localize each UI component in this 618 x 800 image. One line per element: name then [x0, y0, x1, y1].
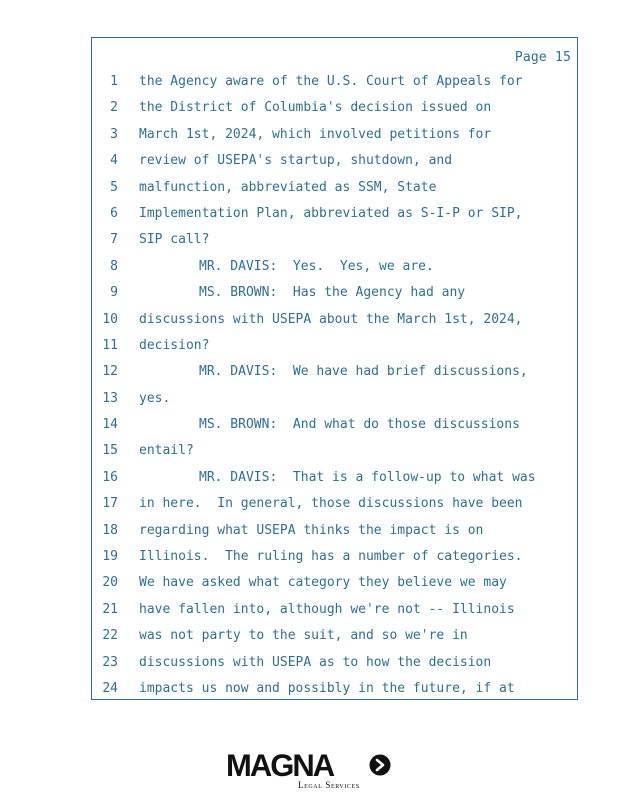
line-text: regarding what USEPA thinks the impact is on — [139, 522, 484, 538]
line-number: 2 — [110, 100, 118, 116]
line-text: the Agency aware of the U.S. Court of Appeals for — [139, 74, 523, 89]
line-text: MR. DAVIS: That is a follow-up to what was — [199, 469, 536, 485]
transcript-line — [92, 175, 577, 201]
line-text: malfunction, abbreviated as SSM, State — [139, 179, 437, 195]
line-text: review of USEPA's startup, shutdown, and — [139, 153, 453, 169]
transcript-line — [92, 69, 577, 95]
line-number: 1 — [110, 74, 118, 89]
transcript-line — [92, 333, 577, 359]
transcript-line — [92, 254, 577, 280]
line-number: 13 — [102, 390, 118, 406]
line-number: 21 — [102, 601, 118, 617]
line-number: 10 — [102, 311, 118, 327]
transcript-line — [92, 412, 577, 438]
transcript-line — [92, 650, 577, 676]
transcript-line — [92, 438, 577, 464]
line-number: 12 — [102, 364, 118, 380]
page-number: Page 15 — [514, 50, 571, 65]
line-number: 8 — [110, 258, 118, 274]
line-text: MR. DAVIS: We have had brief discussions, — [199, 364, 528, 380]
transcript-lines — [92, 69, 577, 702]
line-text: MR. DAVIS: Yes. Yes, we are. — [199, 258, 434, 274]
transcript-line — [92, 95, 577, 121]
line-text: Illinois. The ruling has a number of categories. — [139, 549, 523, 565]
transcript-page — [91, 37, 578, 700]
transcript-line — [92, 676, 577, 702]
line-text: SIP call? — [139, 232, 210, 248]
line-number: 17 — [102, 496, 118, 512]
transcript-line — [92, 597, 577, 623]
transcript-line — [92, 623, 577, 649]
line-number: 11 — [102, 337, 118, 353]
line-text: MS. BROWN: Has the Agency had any — [199, 285, 466, 301]
transcript-line — [92, 518, 577, 544]
line-number: 18 — [102, 522, 118, 538]
line-number: 9 — [110, 285, 118, 301]
transcript-line — [92, 491, 577, 517]
line-number: 4 — [110, 153, 118, 169]
line-text: March 1st, 2024, which involved petitions for — [139, 126, 492, 142]
transcript-line — [92, 201, 577, 227]
line-text: impacts us now and possibly in the future, if at — [139, 680, 515, 696]
transcript-line — [92, 359, 577, 385]
line-number: 3 — [110, 126, 118, 142]
transcript-line — [92, 280, 577, 306]
line-text: We have asked what category they believe we may — [139, 575, 507, 591]
chevron-right-circle-icon — [369, 754, 391, 776]
line-number: 24 — [102, 680, 118, 696]
transcript-line — [92, 544, 577, 570]
line-text: decision? — [139, 337, 210, 353]
transcript-line — [92, 386, 577, 412]
line-text: discussions with USEPA about the March 1st, 2024, — [139, 311, 523, 327]
line-number: 14 — [102, 417, 118, 433]
transcript-line — [92, 148, 577, 174]
line-number: 7 — [110, 232, 118, 248]
line-text: entail? — [139, 443, 194, 459]
transcript-line — [92, 227, 577, 253]
line-number: 23 — [102, 654, 118, 670]
line-text: was not party to the suit, and so we're in — [139, 628, 468, 644]
line-text: have fallen into, although we're not -- Illinois — [139, 601, 515, 617]
transcript-line — [92, 307, 577, 333]
transcript-line — [92, 465, 577, 491]
line-text: discussions with USEPA as to how the decision — [139, 654, 492, 670]
line-number: 6 — [110, 205, 118, 221]
line-text: Implementation Plan, abbreviated as S-I-P or SIP, — [139, 205, 523, 221]
line-text: MS. BROWN: And what do those discussions — [199, 417, 520, 433]
line-number: 15 — [102, 443, 118, 459]
line-number: 16 — [102, 469, 118, 485]
line-text: yes. — [139, 390, 171, 406]
magna-logo — [226, 748, 396, 792]
transcript-line — [92, 122, 577, 148]
line-number: 19 — [102, 549, 118, 565]
transcript-line — [92, 570, 577, 596]
line-text: in here. In general, those discussions have been — [139, 496, 523, 512]
logo-wordmark: MAGNA — [226, 747, 334, 784]
line-number: 5 — [110, 179, 118, 195]
line-number: 22 — [102, 628, 118, 644]
line-number: 20 — [102, 575, 118, 591]
line-text: the District of Columbia's decision issued on — [139, 100, 492, 116]
logo-subtitle: Legal Services — [298, 780, 360, 790]
